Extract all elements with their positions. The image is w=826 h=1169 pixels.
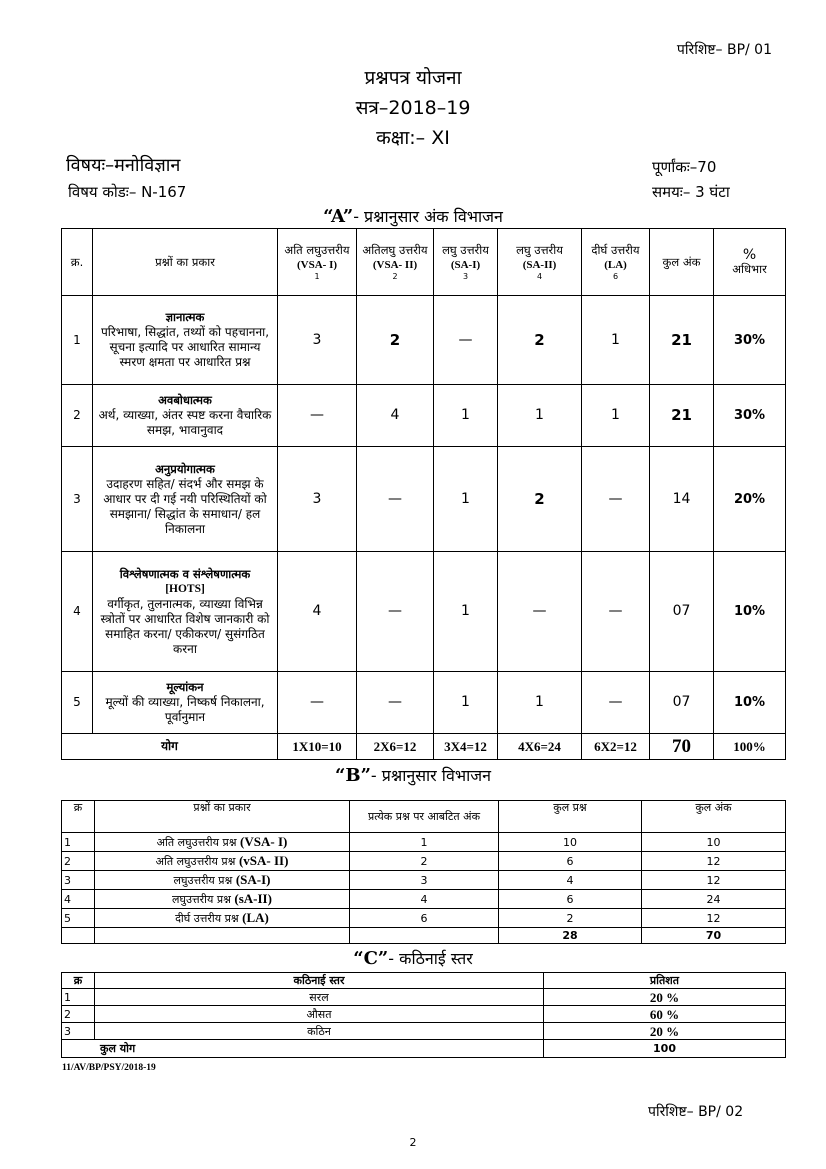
cell-percent: 60 % xyxy=(544,1006,786,1023)
table-row xyxy=(62,871,786,890)
table-row xyxy=(62,890,786,909)
row-sr: 5 xyxy=(62,909,95,928)
class-label: कक्षा:– XI xyxy=(376,127,450,149)
row-sr: 2 xyxy=(62,385,93,447)
row-type: लघुउत्तरीय प्रश्न (SA-I) xyxy=(95,871,350,890)
cell-vsa1: — xyxy=(278,385,357,447)
row-sr: 3 xyxy=(62,871,95,890)
marks-distribution-table xyxy=(61,228,786,760)
header-question-type: प्रश्नों का प्रकार xyxy=(93,229,278,296)
cell-count: 2 xyxy=(499,909,642,928)
cell-percent: 20 % xyxy=(544,989,786,1006)
cell-sa2: 1 xyxy=(498,672,582,734)
header-marks-each: प्रत्येक प्रश्न पर आबटित अंक xyxy=(350,801,499,833)
header-question-type: प्रश्नों का प्रकार xyxy=(95,801,350,833)
row-sr: 4 xyxy=(62,552,93,672)
cell-total: 07 xyxy=(650,672,714,734)
row-sr: 3 xyxy=(62,447,93,552)
appendix-label-top: परिशिष्ट– BP/ 01 xyxy=(676,42,772,58)
row-sr: 1 xyxy=(62,833,95,852)
row-sr: 2 xyxy=(62,852,95,871)
subject-code-label: विषय कोडः– N-167 xyxy=(68,183,187,201)
total-vsa1: 1X10=10 xyxy=(278,734,357,760)
header-sr: क्र. xyxy=(62,229,93,296)
cell-percent: 10% xyxy=(714,552,786,672)
cell-sa1: — xyxy=(434,296,498,385)
table-b-header-row xyxy=(62,801,786,833)
row-sr: 2 xyxy=(62,1006,95,1023)
row-type: ज्ञानात्मक परिभाषा, सिद्धांत, तथ्यों को पहचानना, सूचना इत्यादि पर आधारित सामान्य स्मरण क्षमता पर आधारित प्रश्न xyxy=(93,296,278,385)
section-a-mark: “A” xyxy=(323,206,354,227)
cell-total: 12 xyxy=(642,871,786,890)
header-vsa2: अतिलघु उत्तरीय (VSA- II) 2 xyxy=(357,229,434,296)
cell-total: 14 xyxy=(650,447,714,552)
cell-total: 12 xyxy=(642,852,786,871)
row-type: अवबोधात्मक अर्थ, व्याख्या, अंतर स्पष्ट करना वैचारिक समझ, भावानुवाद xyxy=(93,385,278,447)
cell-vsa1: 4 xyxy=(278,552,357,672)
total-marks: 70 xyxy=(642,928,786,944)
row-sr: 5 xyxy=(62,672,93,734)
table-row xyxy=(62,552,786,672)
appendix-label-next: परिशिष्ट– BP/ 02 xyxy=(648,1104,744,1120)
section-a-title xyxy=(0,205,826,227)
cell-percent: 20% xyxy=(714,447,786,552)
section-a-title-text: - प्रश्नानुसार अंक विभाजन xyxy=(353,207,503,226)
total-label: योग xyxy=(62,734,278,760)
cell-count: 6 xyxy=(499,890,642,909)
cell-sa1: 1 xyxy=(434,447,498,552)
difficulty-level-table xyxy=(61,972,786,1058)
header-vsa1: अति लघुउत्तरीय (VSA- I) 1 xyxy=(278,229,357,296)
session-label: सत्र–2018–19 xyxy=(355,97,471,119)
section-b-title xyxy=(0,764,826,786)
cell-la: 1 xyxy=(582,385,650,447)
header-sr: क्र xyxy=(62,801,95,833)
cell-level: औसत xyxy=(95,1006,544,1023)
section-c-title-text: - कठिनाई स्तर xyxy=(388,949,473,968)
cell-vsa2: 4 xyxy=(357,385,434,447)
row-type: अति लघुउत्तरीय प्रश्न (vSA- II) xyxy=(95,852,350,871)
max-marks-label: पूर्णांकः–70 xyxy=(652,158,717,176)
cell-percent: 20 % xyxy=(544,1023,786,1040)
question-distribution-table xyxy=(61,800,786,944)
table-row xyxy=(62,385,786,447)
total-marks: 70 xyxy=(650,734,714,760)
cell-marks: 3 xyxy=(350,871,499,890)
total-vsa2: 2X6=12 xyxy=(357,734,434,760)
cell-sa2: 2 xyxy=(498,447,582,552)
cell-la: — xyxy=(582,672,650,734)
cell-sa2: 1 xyxy=(498,385,582,447)
header-sr: क्र xyxy=(62,973,95,989)
empty-cell xyxy=(62,928,95,944)
table-row xyxy=(62,1006,786,1023)
total-percent: 100 xyxy=(544,1040,786,1058)
table-a-header-row xyxy=(62,229,786,296)
section-c-mark: “C” xyxy=(353,948,389,969)
table-row xyxy=(62,296,786,385)
subject-label: विषयः–मनोविज्ञान xyxy=(66,155,181,176)
cell-level: सरल xyxy=(95,989,544,1006)
section-b-mark: “B” xyxy=(335,765,371,786)
table-b-total-row xyxy=(62,928,786,944)
cell-sa1: 1 xyxy=(434,385,498,447)
row-sr: 4 xyxy=(62,890,95,909)
header-sa1: लघु उत्तरीय (SA-I) 3 xyxy=(434,229,498,296)
cell-vsa2: — xyxy=(357,552,434,672)
header-count: कुल प्रश्न xyxy=(499,801,642,833)
total-percent: 100% xyxy=(714,734,786,760)
header-la: दीर्घ उत्तरीय (LA) 6 xyxy=(582,229,650,296)
table-row xyxy=(62,447,786,552)
cell-sa2: — xyxy=(498,552,582,672)
header-percent: % अधिभार xyxy=(714,229,786,296)
table-row xyxy=(62,989,786,1006)
table-c-total-row xyxy=(62,1040,786,1058)
row-type: दीर्घ उत्तरीय प्रश्न (LA) xyxy=(95,909,350,928)
cell-total: 07 xyxy=(650,552,714,672)
cell-sa1: 1 xyxy=(434,672,498,734)
cell-la: — xyxy=(582,552,650,672)
empty-cell xyxy=(350,928,499,944)
empty-cell xyxy=(95,928,350,944)
table-row xyxy=(62,909,786,928)
row-type: अनुप्रयोगात्मक उदाहरण सहित/ संदर्भ और समझ के आधार पर दी गई नयी परिस्थितियों को समझाना/ सिद्धांत के समाधान/ हल निकालना xyxy=(93,447,278,552)
section-c-title xyxy=(0,947,826,969)
document-title: प्रश्नपत्र योजना xyxy=(364,67,462,89)
cell-vsa1: 3 xyxy=(278,296,357,385)
cell-count: 6 xyxy=(499,852,642,871)
row-type: लघुउत्तरीय प्रश्न (sA-II) xyxy=(95,890,350,909)
header-percent: प्रतिशत xyxy=(544,973,786,989)
header-sa2: लघु उत्तरीय (SA-II) 4 xyxy=(498,229,582,296)
cell-percent: 10% xyxy=(714,672,786,734)
table-row xyxy=(62,1023,786,1040)
table-row xyxy=(62,833,786,852)
cell-sa1: 1 xyxy=(434,552,498,672)
row-sr: 1 xyxy=(62,989,95,1006)
table-row xyxy=(62,852,786,871)
cell-total: 24 xyxy=(642,890,786,909)
row-sr: 1 xyxy=(62,296,93,385)
header-total: कुल अंक xyxy=(650,229,714,296)
cell-vsa2: — xyxy=(357,672,434,734)
cell-marks: 6 xyxy=(350,909,499,928)
time-label: समयः– 3 घंटा xyxy=(652,183,730,201)
cell-sa2: 2 xyxy=(498,296,582,385)
cell-la: 1 xyxy=(582,296,650,385)
header-total: कुल अंक xyxy=(642,801,786,833)
cell-total: 10 xyxy=(642,833,786,852)
row-type: विश्लेषणात्मक व संश्लेषणात्मक [HOTS] वर्गीकृत, तुलनात्मक, व्याख्या विभिन्न स्त्रोतों पर आधारित विशेष जानकारी को समाहित करना/ एकीकरण/ सुसंगठित करना xyxy=(93,552,278,672)
cell-total: 21 xyxy=(650,385,714,447)
cell-percent: 30% xyxy=(714,296,786,385)
cell-marks: 1 xyxy=(350,833,499,852)
cell-level: कठिन xyxy=(95,1023,544,1040)
cell-vsa1: — xyxy=(278,672,357,734)
cell-total: 21 xyxy=(650,296,714,385)
page-number: 2 xyxy=(409,1136,417,1149)
cell-vsa2: 2 xyxy=(357,296,434,385)
cell-total: 12 xyxy=(642,909,786,928)
cell-count: 10 xyxy=(499,833,642,852)
row-type: मूल्यांकन मूल्यों की व्याख्या, निष्कर्ष निकालना, पूर्वानुमान xyxy=(93,672,278,734)
row-sr: 3 xyxy=(62,1023,95,1040)
cell-vsa1: 3 xyxy=(278,447,357,552)
cell-percent: 30% xyxy=(714,385,786,447)
row-type: अति लघुउत्तरीय प्रश्न (VSA- I) xyxy=(95,833,350,852)
total-label: कुल योग xyxy=(62,1040,544,1058)
cell-vsa2: — xyxy=(357,447,434,552)
section-b-title-text: - प्रश्नानुसार विभाजन xyxy=(370,766,491,785)
cell-la: — xyxy=(582,447,650,552)
total-sa1: 3X4=12 xyxy=(434,734,498,760)
header-level: कठिनाई स्तर xyxy=(95,973,544,989)
document-code: 11/AV/BP/PSY/2018-19 xyxy=(62,1063,156,1073)
total-la: 6X2=12 xyxy=(582,734,650,760)
cell-marks: 4 xyxy=(350,890,499,909)
table-a-total-row xyxy=(62,734,786,760)
cell-marks: 2 xyxy=(350,852,499,871)
table-c-header-row xyxy=(62,973,786,989)
table-row xyxy=(62,672,786,734)
total-count: 28 xyxy=(499,928,642,944)
total-sa2: 4X6=24 xyxy=(498,734,582,760)
cell-count: 4 xyxy=(499,871,642,890)
